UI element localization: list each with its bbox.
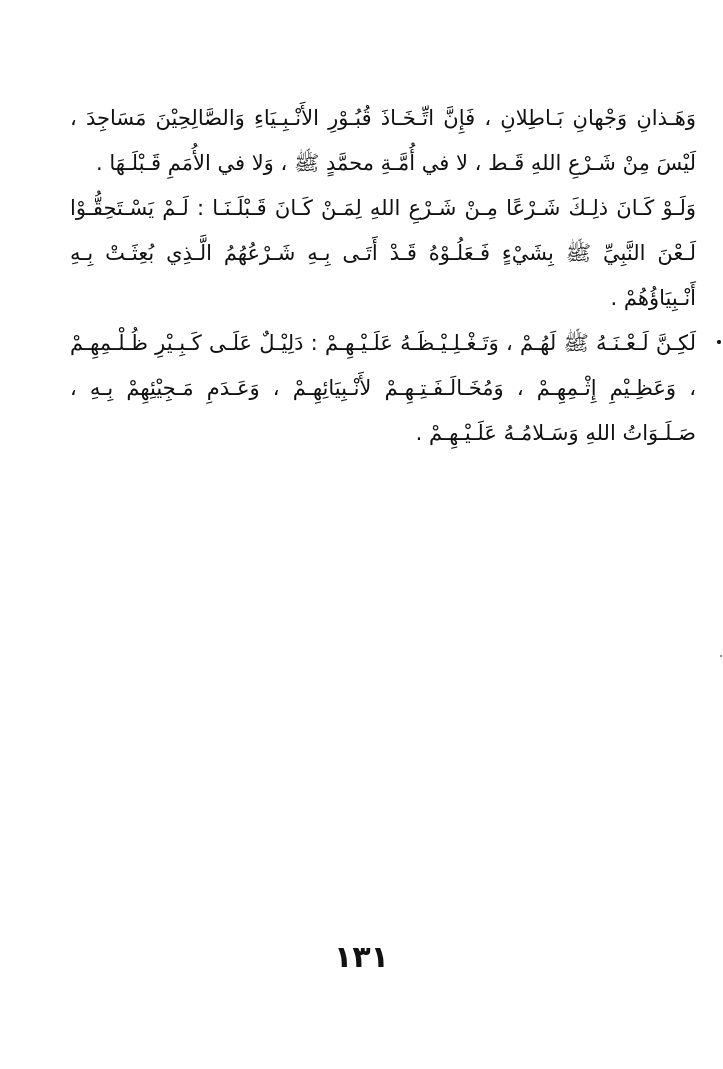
margin-dot-mark [717,340,721,344]
page-number: ١٣١ [334,940,389,975]
paragraph-2: وَلَـوْ كَـانَ ذلِـكَ شَـرْعًا مِـنْ شَـرْعِ اللهِ لِمَـنْ كَـانَ قَـبْلَـنَـا : لَـمْ يَسْـتَحِقُّـوْا لَـعْنَ النَّبِيِّ ﷺ بِشَيْءٍ فَـعَلُـوْهُ قَـدْ أَتَـى بِـهِ شَـرْعُهُمُ الَّـذِي بُعِثَـتْ بِـهِ أَنْـبِيَاؤُهُمْ . [70,196,696,310]
margin-speck-mark [720,655,722,657]
paragraph-3: لَكِـنَّ لَـعْـنَـهُ ﷺ لَهُـمْ ، وَتَـغْـلِـيْـظَـهُ عَلَـيْـهِـمْ : دَلِيْـلٌ عَلَـى كَـبِـيْرِ ظُـلْـمِهِـمْ ، وَعَظِـيْمِ إِثْـمِهِـمْ ، وَمُخَـالَـفَـتِـهِـمْ لأَنْـبِيَائِهِـمْ ، وَعَـدَمِ مَـجِيْئِهِمْ بِـهِ ، صَـلَـوَاتُ اللهِ وَسَـلامُـهُ عَلَـيْـهِـمْ . [70,331,696,445]
paragraph-1: وَهَـذانِ وَجْهانِ بَـاطِلانِ ، فَإِنَّ اتِّـخَـاذَ قُبُـوْرِ الأَنْـبِـيَاءِ وَالصَّالِحِيْنَ مَسَاجِدَ ، لَيْسَ مِنْ شَـرْعِ اللهِ قَـط ، لا في أُمَّـةِ محمَّدٍ ﷺ ، وَلا في الأُمَمِ قَـبْلَـهَا . [70,106,696,175]
